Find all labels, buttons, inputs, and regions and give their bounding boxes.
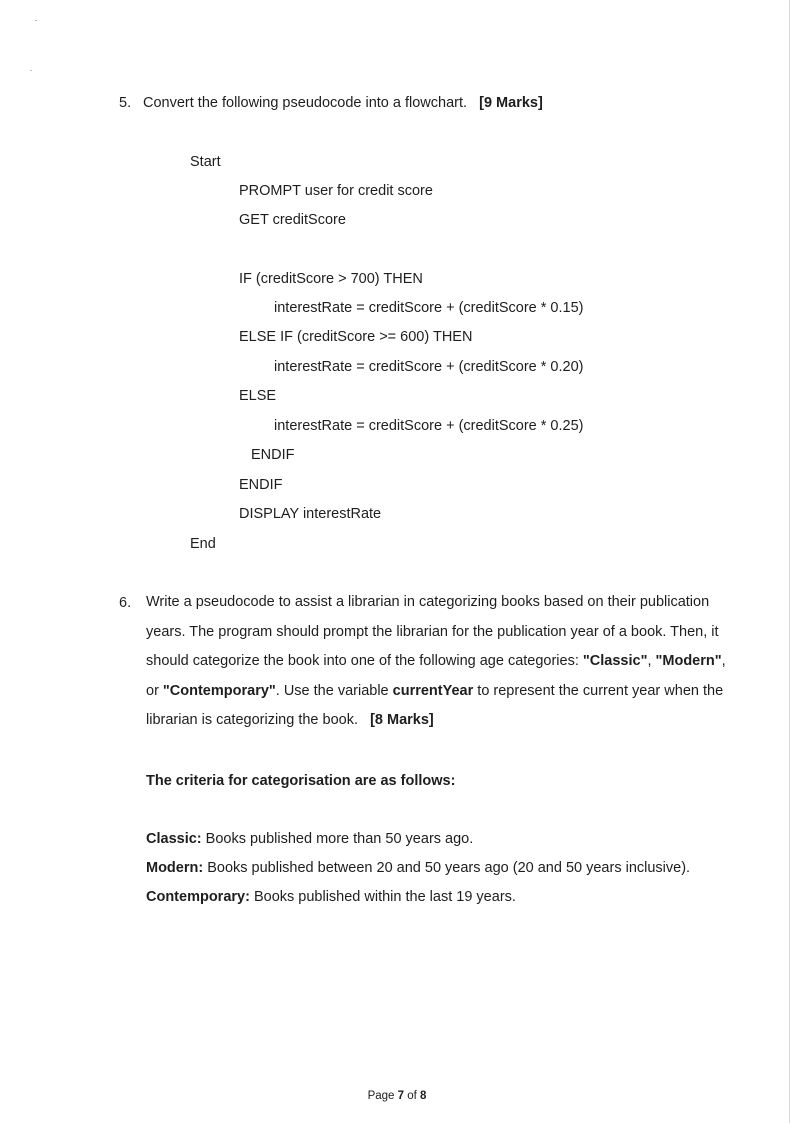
q6-prompt: Write a pseudocode to assist a librarian in categorizing books based on their publication years. The program should prompt the librarian for the publication year of a book. Then, it should categorize the book into one of the following age categories: "Classic", "Modern", or "Contemporary". Use the variable currentYear to represent the current year when the librarian is categorizing the book. [8 Marks] [146,594,726,728]
page-edge [789,0,790,1123]
variable-name: currentYear [392,682,474,699]
code-line: GET creditScore [239,212,346,228]
total-pages: 8 [420,1090,427,1102]
criteria-item [146,888,516,906]
scan-speck [30,70,32,71]
category-modern: "Modern" [655,653,722,669]
code-line: ENDIF [251,447,295,463]
q6-number: 6. [119,595,132,611]
q6-marks: [8 Marks] [370,712,434,728]
criteria-text: Books published within the last 19 years. [249,889,516,905]
criteria-text: Books published between 20 and 50 years ago (20 and 50 years inclusive). [203,860,691,876]
code-line: interestRate = creditScore + (creditScore * 0.15) [274,300,584,316]
criteria-heading: The criteria for categorisation are as follows: [146,773,456,789]
criteria-label: Contemporary: [146,889,250,905]
category-classic: "Classic" [582,653,648,669]
code-line: PROMPT user for credit score [239,183,433,199]
criteria-label: Classic: [146,831,202,847]
page-footer: Page 7 of 8 [367,1090,427,1102]
code-line: Start [190,154,221,170]
q5-number: 5. [119,95,132,111]
code-line: interestRate = creditScore + (creditScore * 0.20) [274,359,584,375]
q5-prompt [143,94,543,112]
q5-text: Convert the following pseudocode into a flowchart. [143,95,468,111]
code-line: interestRate = creditScore + (creditScore * 0.25) [274,418,584,434]
scan-speck [35,20,37,21]
criteria-item [146,859,690,877]
criteria-label: Modern: [146,860,204,876]
code-line: ELSE IF (creditScore >= 600) THEN [239,329,473,345]
code-line: DISPLAY interestRate [239,506,382,522]
current-page: 7 [397,1090,405,1102]
code-line: IF (creditScore > 700) THEN [239,271,423,287]
q5-marks: [9 Marks] [479,95,543,111]
code-line: ENDIF [239,477,283,493]
criteria-item [146,830,473,848]
code-line: ELSE [239,388,277,404]
category-contemporary: "Contemporary" [162,682,276,699]
criteria-text: Books published more than 50 years ago. [201,831,474,847]
code-line: End [190,536,216,552]
q6-text: Write a pseudocode to assist a librarian in categorizing books based on their publication years. The program should prompt the librarian for the publication year of a book. Then, it should categorize the book into one of the following age categories: [146,594,719,669]
